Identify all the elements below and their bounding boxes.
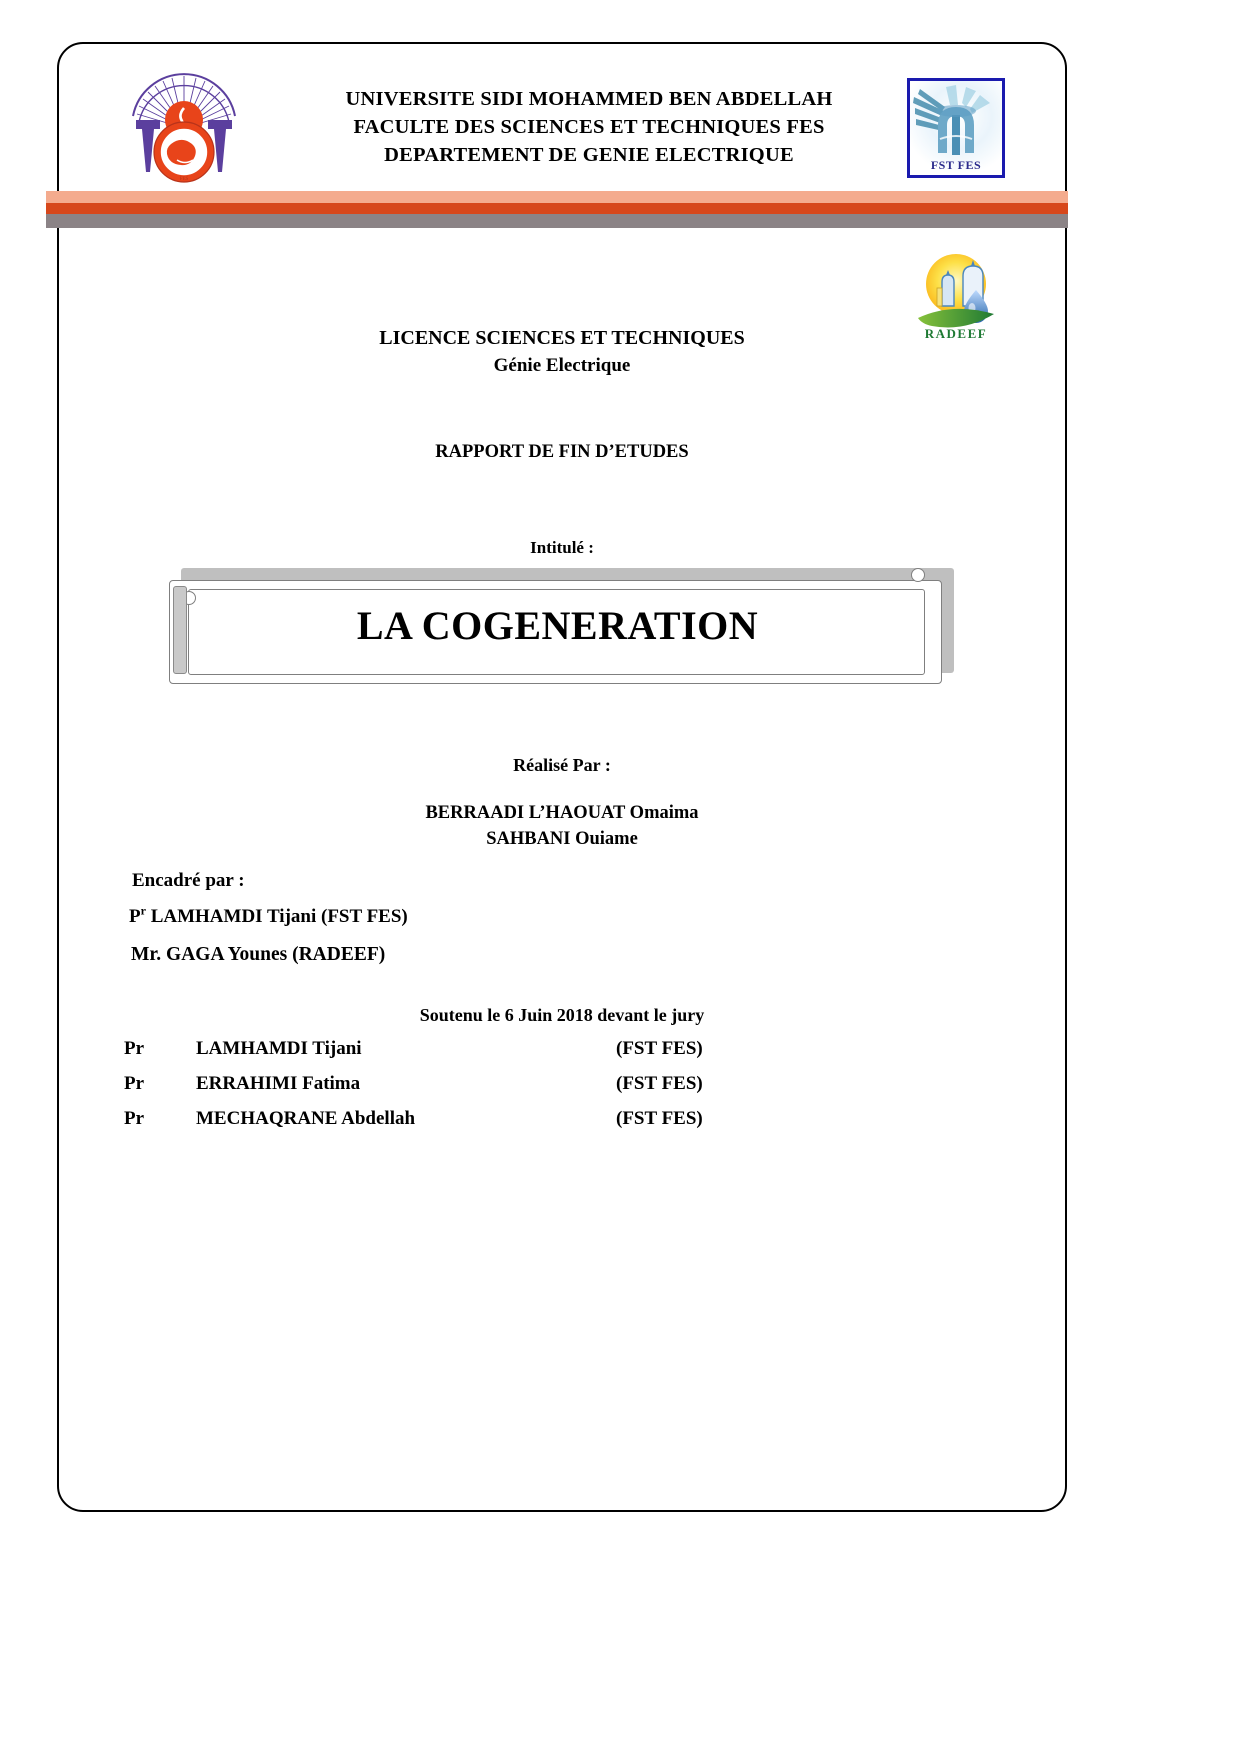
jury-affiliation: (FST FES)	[616, 1108, 703, 1129]
supervisor-1	[129, 903, 408, 928]
authors-label: Réalisé Par :	[513, 755, 611, 775]
jury-title: Pr	[124, 1073, 145, 1094]
jury-title: Pr	[124, 1038, 145, 1059]
universite-sidi-mohammed-ben-abdellah-seal-icon	[119, 68, 249, 188]
jury-affiliation: (FST FES)	[616, 1073, 703, 1094]
divider-bar-gray	[46, 214, 1068, 228]
jury-row	[124, 1038, 844, 1073]
supervisor-2: Mr. GAGA Younes (RADEEF)	[131, 944, 386, 965]
svg-text:FES: FES	[179, 177, 189, 182]
author-1: BERRAADI L’HAOUAT Omaima	[425, 803, 699, 823]
title-banner-frame	[169, 580, 942, 684]
supervisors-label: Encadré par :	[132, 870, 245, 891]
defense-line: Soutenu le 6 Juin 2018 devant le jury	[419, 1005, 705, 1025]
title-label: Intitulé :	[530, 538, 594, 557]
jury-name: LAMHAMDI Tijani	[196, 1038, 362, 1059]
jury-affiliation: (FST FES)	[616, 1038, 703, 1059]
jury-name: ERRAHIMI Fatima	[196, 1073, 361, 1094]
jury-list	[124, 1038, 844, 1143]
supervisor-1-prefix: P	[129, 906, 141, 927]
page-title: LA COGENERATION	[356, 603, 759, 648]
author-2: SAHBANI Ouiame	[486, 829, 638, 849]
supervisor-1-text: LAMHAMDI Tijani (FST FES)	[145, 906, 408, 927]
jury-title: Pr	[124, 1108, 145, 1129]
supervisor-1-prefix-sup: r	[140, 903, 146, 918]
report-type: RAPPORT DE FIN D’ETUDES	[435, 442, 689, 462]
document-header	[59, 60, 1065, 200]
scroll-tab-left	[173, 586, 187, 674]
degree-block	[59, 325, 1065, 379]
authors-list	[59, 800, 1065, 852]
title-banner-inner-frame	[188, 589, 925, 675]
title-banner	[169, 568, 954, 686]
fst-fes-logo-text: FST FES	[930, 158, 982, 172]
jury-name: MECHAQRANE Abdellah	[196, 1108, 416, 1129]
header-titles	[279, 85, 899, 169]
header-line-2: FACULTE DES SCIENCES ET TECHNIQUES FES	[353, 116, 825, 138]
degree-line-2: Génie Electrique	[493, 355, 631, 376]
header-line-1: UNIVERSITE SIDI MOHAMMED BEN ABDELLAH	[345, 88, 833, 110]
fst-fes-logo-icon	[907, 78, 1005, 178]
jury-row	[124, 1073, 844, 1108]
jury-row	[124, 1108, 844, 1143]
radeef-logo-text: RADEEF	[924, 326, 988, 341]
header-line-3: DEPARTEMENT DE GENIE ELECTRIQUE	[384, 144, 794, 166]
divider-bar-salmon	[46, 191, 1068, 203]
degree-line-1: LICENCE SCIENCES ET TECHNIQUES	[379, 327, 745, 349]
divider-bar-orange	[46, 203, 1068, 214]
scroll-curl-right-icon	[911, 568, 925, 582]
